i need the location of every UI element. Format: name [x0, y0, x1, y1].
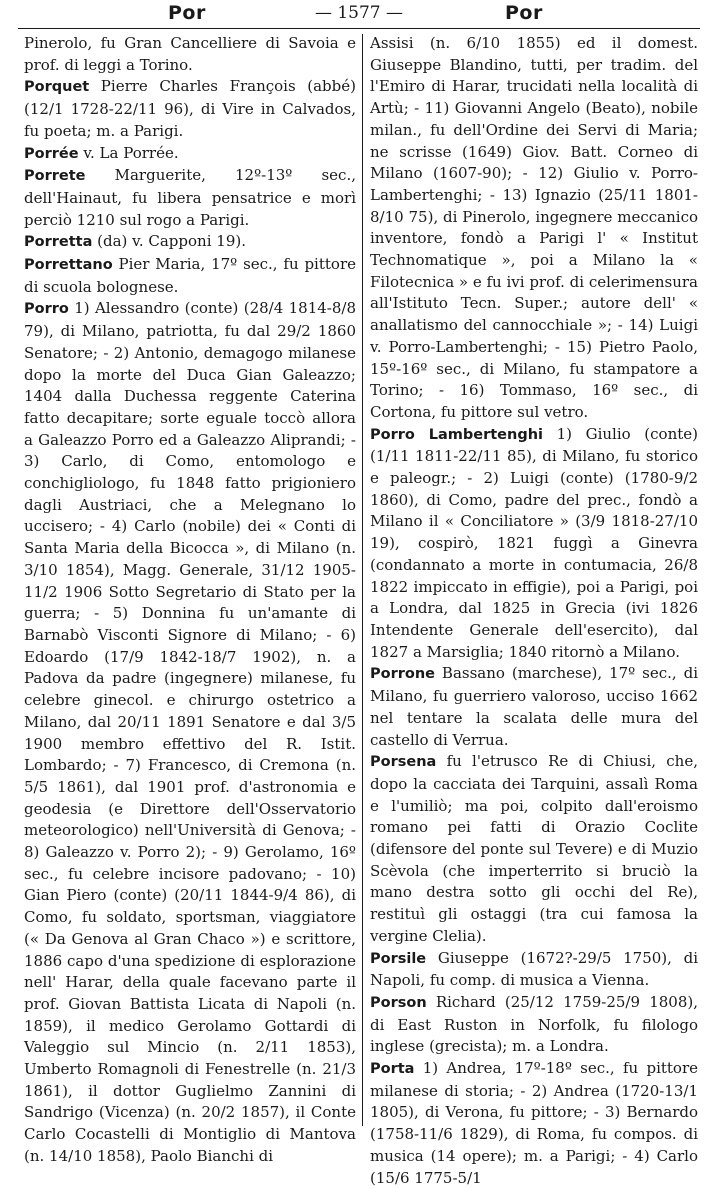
entry-headword: Porrete [24, 168, 86, 185]
dictionary-entry [370, 1058, 698, 1189]
entry-headword: Porro [24, 301, 69, 318]
entry-headword: Porrettano [24, 257, 113, 274]
dictionary-entry [370, 663, 698, 751]
header-rule [18, 28, 700, 29]
dictionary-entry [24, 33, 356, 76]
entry-headword: Porro Lambertenghi [370, 426, 543, 443]
entry-headword: Porta [370, 1061, 415, 1078]
entry-text: Bassano (marchese), 17º sec., di Milano, fu guerriero valoroso, ucciso 1662 nel tentare la scalata delle mura del castello di Verrua. [370, 664, 698, 749]
dictionary-entry [24, 165, 356, 231]
right-column [370, 33, 698, 1189]
left-column [24, 33, 356, 1168]
entry-text: v. La Porrée. [78, 143, 179, 162]
entry-text: Richard (25/12 1759-25/9 1808), di East Ruston in Norfolk, fu filologo inglese (grecista); m. a Londra. [370, 992, 698, 1056]
entry-text: Pinerolo, fu Gran Cancelliere di Savoia e prof. di leggi a Torino. [24, 34, 356, 74]
entry-headword: Porsena [370, 754, 437, 771]
dictionary-entry [370, 948, 698, 992]
dictionary-entry [370, 751, 698, 947]
dictionary-entry [24, 76, 356, 142]
entry-headword: Porquet [24, 79, 90, 96]
dictionary-entry [24, 298, 356, 1167]
entry-headword: Porretta [24, 234, 93, 251]
entry-headword: Porrée [24, 145, 79, 162]
entry-headword: Porsile [370, 950, 427, 967]
entry-text: 1) Andrea, 17º-18º sec., fu pittore milanese di storia; - 2) Andrea (1720-13/1 1805), di Verona, fu pittore; - 3) Bernardo (1758-11/6 1829), di Roma, fu compos. di musica (14 opere); m. a Parigi; - 4) Carlo (15/6 1775-5/1 [370, 1059, 698, 1187]
column-divider [362, 34, 363, 1126]
dictionary-entry [370, 33, 698, 424]
entry-text: fu l'etrusco Re di Chiusi, che, dopo la cacciata dei Tarquini, assalì Roma e l'umiliò; ma poi, colpito dall'eroismo romano pei fatti di Orazio Coclite (difensore del ponte sul Tevere) e di Muzio Scèvola (che imperterrito si bruciò la mano destra sotto gli occhi del Re), restituì gli ostaggi (tra cui famosa la vergine Clelia). [370, 752, 698, 945]
entry-text: 1) Giulio (conte) (1/11 1811-22/11 85), di Milano, fu storico e paleogr.; - 2) Luigi (conte) (1780-9/2 1860), di Como, padre del prec., fondò a Milano il « Conciliatore » (3/9 1818-27/10 19), cospirò, 1821 fuggì a Ginevra (condannato a morte in contumacia, 26/8 1822 impiccato in effigie), poi a Parigi, poi a Londra, dal 1825 in Grecia (ivi 1826 Intendente Generale dell'esercito), dal 1827 a Marsiglia; 1840 ritornò a Milano. [370, 424, 698, 661]
entry-text: Pier Maria, 17º sec., fu pittore di scuola bolognese. [24, 255, 356, 296]
page-number: — 1577 — [314, 3, 404, 23]
entry-text: Marguerite, 12º-13º sec., dell'Hainaut, fu libera pensatrice e morì perciò 1210 sul rogo a Parigi. [24, 166, 356, 229]
entry-text: Assisi (n. 6/10 1855) ed il domest. Giuseppe Blandino, tutti, per tradim. del l'Emiro di Harar, trucidati nella località di Artù; - 11) Giovanni Angelo (Beato), nobile milan., fu dell'Ordine dei Servi di Maria; ne scrisse (1649) Giov. Batt. Corneo di Milano (1607-90); - 12) Giulio v. Porro-Lambertenghi; - 13) Ignazio (25/11 1801-8/10 75), di Pinerolo, ingegnere meccanico inventore, fondò a Parigi l' « Institut Technomatique », poi a Milano la « Filotecnica » e fu ivi prof. di celerimensura all'Istituto Tecn. Super.; autore dell' « anallatismo del cannocchiale »; - 14) Luigi v. Porro-Lambertenghi; - 15) Pietro Paolo, 15º-16º sec., di Milano, fu stampatore a Torino; - 16) Tommaso, 16º sec., di Cortona, fu pittore sul vetro. [370, 34, 698, 421]
entry-headword: Porson [370, 994, 427, 1011]
dictionary-entry [370, 424, 698, 664]
dictionary-entry [24, 254, 356, 298]
dictionary-entry [24, 231, 356, 254]
entry-text: 1) Alessandro (conte) (28/4 1814-8/8 79), di Milano, patriotta, fu dal 29/2 1860 Senatore; - 2) Antonio, demagogo milanese dopo la morte del Duca Gian Galeazzo; 1404 dalla Duchessa reggente Caterina fatto decapitare; sorte eguale toccò allora a Galeazzo Porro ed a Galeazzo Aliprandi; - 3) Carlo, di Como, entomologo e conchigliologo, fu 1848 fatto prigioniero dagli Austriaci, che a Melegnano lo uccisero; - 4) Carlo (nobile) dei « Conti di Santa Maria della Bicocca », di Milano (n. 3/10 1854), Magg. Generale, 31/12 1905-11/2 1906 Sotto Segretario di Stato per la guerra; - 5) Donnina fu un'amante di Barnabò Visconti Signore di Milano; - 6) Edoardo (17/9 1842-18/7 1902), n. a Padova da padre (ingegnere) milanese, fu celebre ginecol. e chirurgo ostetrico a Milano, dal 20/11 1891 Senatore e dal 3/5 1900 membro effettivo del R. Istit. Lombardo; - 7) Francesco, di Cremona (n. 5/5 1861), dal 1901 prof. d'astronomia e geodesia (e Direttore dell'Osservatorio meteorologico) nell'Università di Genova; - 8) Galeazzo v. Porro 2); - 9) Gerolamo, 16º sec., fu celebre incisore padovano; - 10) Gian Piero (conte) (20/11 1844-9/4 86), di Como, fu soldato, sportsman, viaggiatore (« Da Genova al Gran Chaco ») e scrittore, 1886 capo d'una spedizione di esplorazione nell' Harar, della quale facevano parte il prof. Giovan Battista Licata di Napoli (n. 1859), il medico Gerolamo Gottardi di Valeggio sul Mincio (n. 2/11 1853), Umberto Romagnoli di Fenestrelle (n. 21/3 1861), il dottor Guglielmo Zannini di Sandrigo (Vicenza) (n. 20/2 1857), il Conte Carlo Cocastelli di Montiglio di Mantova (n. 14/10 1858), Paolo Bianchi di [24, 299, 356, 1165]
entry-text: Pierre Charles François (abbé) (12/1 1728-22/11 96), di Vire in Calvados, fu poeta; m. a Parigi. [24, 77, 356, 140]
dictionary-entry [24, 143, 356, 166]
entry-text: Giuseppe (1672?-29/5 1750), di Napoli, fu comp. di musica a Vienna. [370, 948, 698, 990]
dictionary-entry [370, 992, 698, 1058]
entry-text: (da) v. Capponi 19). [92, 232, 246, 251]
running-head-right: Por [505, 2, 543, 24]
entry-headword: Porrone [370, 666, 436, 683]
running-head-left: Por [168, 2, 206, 24]
